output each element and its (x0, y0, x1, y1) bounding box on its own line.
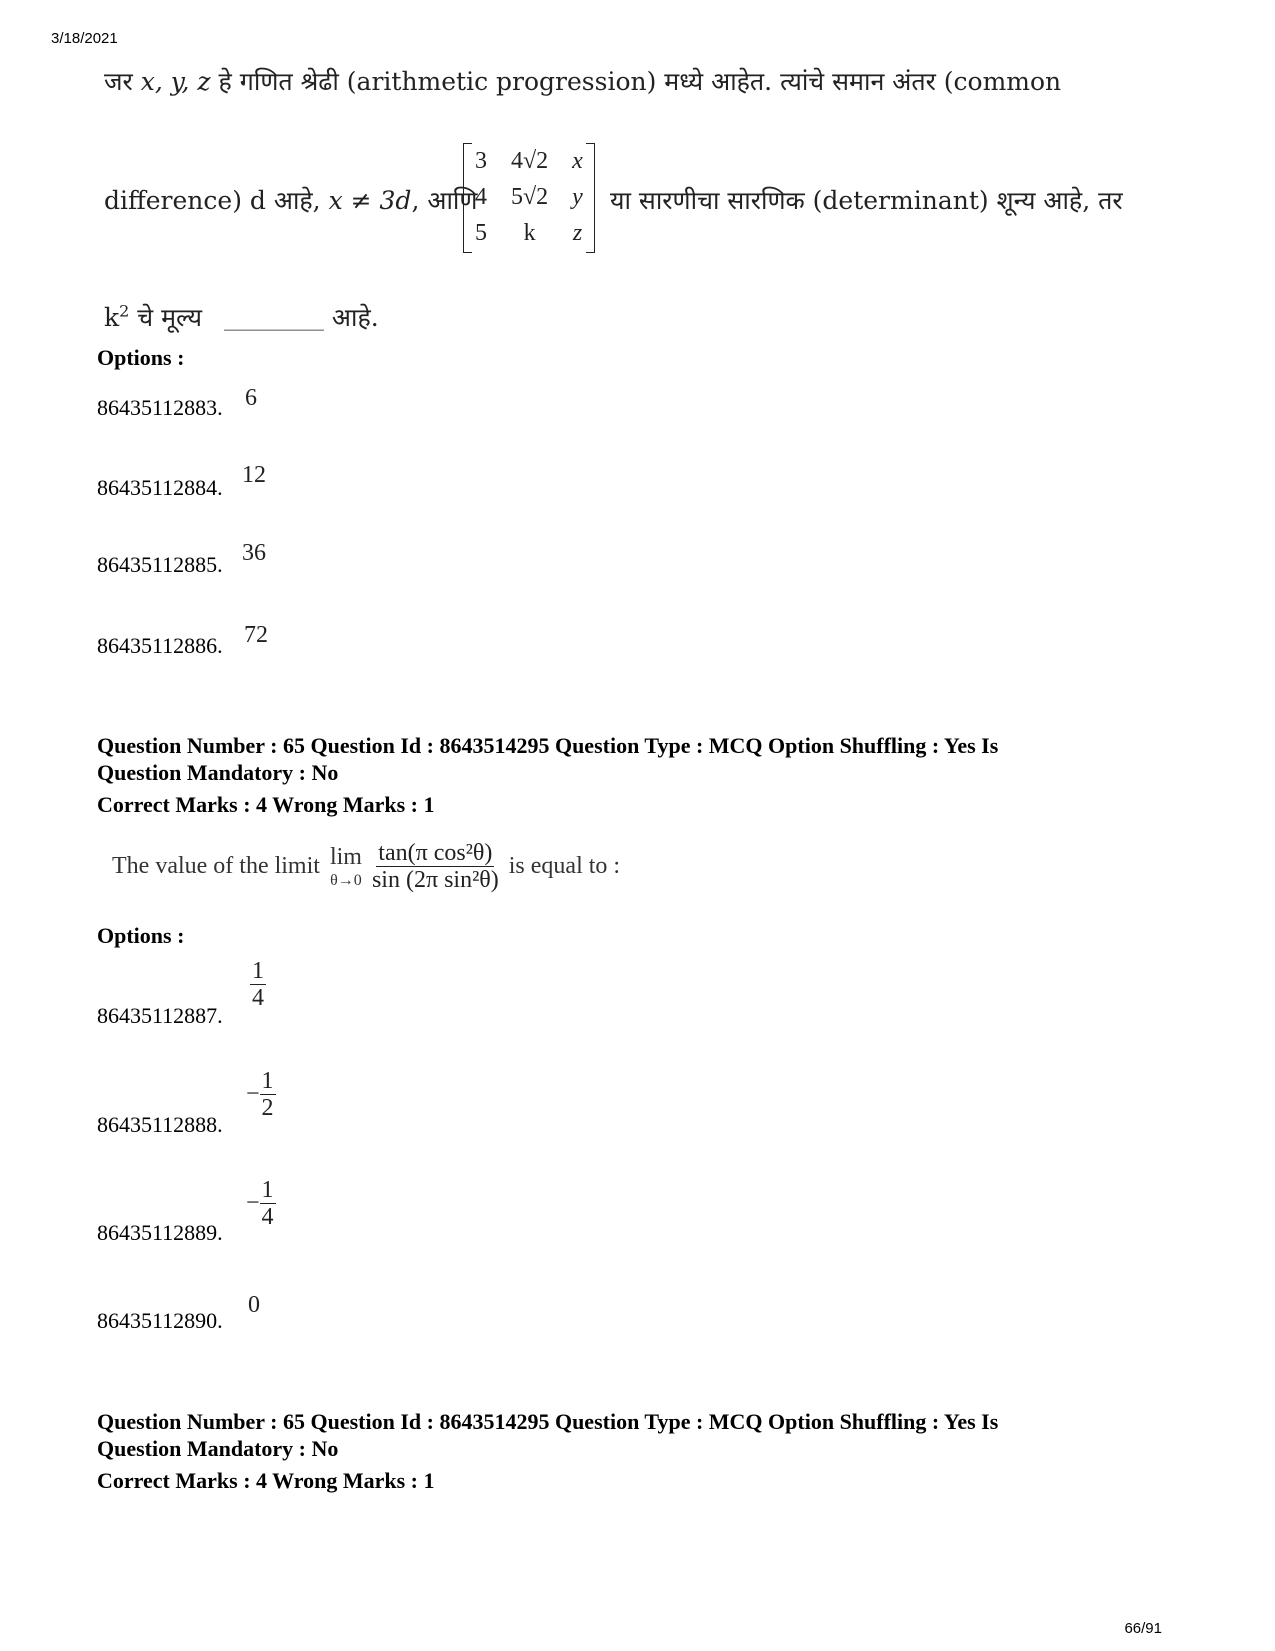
q65-option-value (250, 958, 266, 1012)
matrix-cell: y (572, 183, 583, 210)
option-fraction (260, 1177, 276, 1231)
q64-stem-line3 (104, 300, 379, 334)
q65-stem-pre: The value of the limit (112, 853, 320, 880)
q64-line2-pre: difference) d आहे, (104, 186, 329, 215)
matrix-right-bracket (586, 143, 595, 253)
fraction-denominator: 4 (252, 985, 264, 1012)
q64-stem-line2 (104, 183, 477, 217)
option-sign: − (246, 1190, 260, 1217)
q65-option-id: 86435112888. (97, 1112, 223, 1137)
q64-line2-and: , आणि (411, 186, 478, 215)
q66-meta-line2: Question Mandatory : No (97, 1436, 339, 1461)
fraction-denominator: 2 (261, 1095, 274, 1122)
q65-marks: Correct Marks : 4 Wrong Marks : 1 (97, 792, 435, 817)
q64-option-id: 86435112884. (97, 475, 223, 500)
matrix-cell: 3 (475, 147, 487, 174)
limit-denominator: sin (2π sin²θ) (371, 867, 499, 894)
fraction-denominator: 4 (261, 1204, 274, 1231)
q66-marks: Correct Marks : 4 Wrong Marks : 1 (97, 1468, 435, 1493)
q64-line1-pre: जर (104, 67, 141, 96)
matrix-cell: 4 (475, 183, 487, 210)
q64-option-id: 86435112885. (97, 552, 223, 577)
q64-stem-line1 (104, 64, 1061, 98)
q64-k-exponent: 2 (119, 301, 130, 321)
q65-option-value: 0 (248, 1292, 260, 1318)
matrix-cell: 5 (475, 219, 487, 246)
answer-blank: __________ (223, 307, 324, 331)
q64-stem-line2-post: या सारणीचा सारणिक (determinant) शून्य आहे, तर (610, 186, 1123, 215)
limit-operator (330, 845, 362, 889)
q65-option-id: 86435112887. (97, 1003, 223, 1028)
matrix-table (463, 143, 595, 251)
q64-matrix (463, 143, 595, 251)
limit-subscript: θ→0 (330, 871, 362, 889)
q64-vars: x, y, z (140, 67, 211, 96)
print-date: 3/18/2021 (51, 30, 118, 47)
q64-option-value: 6 (245, 385, 257, 411)
q64-option-id: 86435112886. (97, 633, 223, 658)
matrix-cell: 5√2 (511, 183, 549, 210)
q64-option-value: 36 (242, 540, 266, 566)
q65-option-id: 86435112889. (97, 1220, 223, 1245)
q65-meta-line1: Question Number : 65 Question Id : 8643514295 Question Type : MCQ Option Shuffling : Yes Is (97, 733, 999, 758)
q64-line3-rest: चे मूल्य (129, 303, 202, 332)
q65-meta-line2: Question Mandatory : No (97, 760, 339, 785)
q64-option-id: 86435112883. (97, 395, 223, 420)
limit-lim: lim (329, 843, 362, 870)
q64-condition: x ≠ 3d (328, 186, 412, 215)
q65-options-label: Options : (97, 923, 185, 948)
option-fraction (250, 958, 266, 1012)
limit-fraction (372, 840, 499, 894)
limit-numerator: tan(π cos²θ) (378, 840, 493, 866)
q64-line1-post: हे गणित श्रेढी (arithmetic progression) मध्ये आहेत. त्यांचे समान अंतर (common (210, 67, 1062, 96)
q65-option-id: 86435112890. (97, 1308, 223, 1333)
matrix-cell: x (572, 147, 583, 174)
matrix-left-bracket (463, 143, 472, 253)
q64-k: k (104, 303, 120, 332)
q65-option-value (246, 1068, 276, 1122)
q65-stem-post: is equal to : (508, 853, 621, 880)
fraction-numerator: 1 (261, 1177, 274, 1203)
q64-line3-end: आहे. (323, 303, 379, 332)
q66-meta-line1: Question Number : 65 Question Id : 8643514295 Question Type : MCQ Option Shuffling : Yes Is (97, 1409, 999, 1434)
matrix-cell: 4√2 (511, 147, 549, 174)
q65-stem (112, 840, 620, 894)
fraction-numerator: 1 (252, 958, 264, 984)
option-fraction (260, 1068, 276, 1122)
page-number: 66/91 (1124, 1620, 1162, 1637)
q65-option-value (246, 1177, 276, 1231)
q64-option-value: 72 (244, 622, 268, 648)
q64-option-value: 12 (242, 462, 266, 488)
option-sign: − (246, 1081, 260, 1108)
matrix-cell: z (572, 219, 583, 246)
q64-options-label: Options : (97, 345, 185, 370)
fraction-numerator: 1 (261, 1068, 274, 1094)
matrix-cell: k (523, 219, 536, 246)
